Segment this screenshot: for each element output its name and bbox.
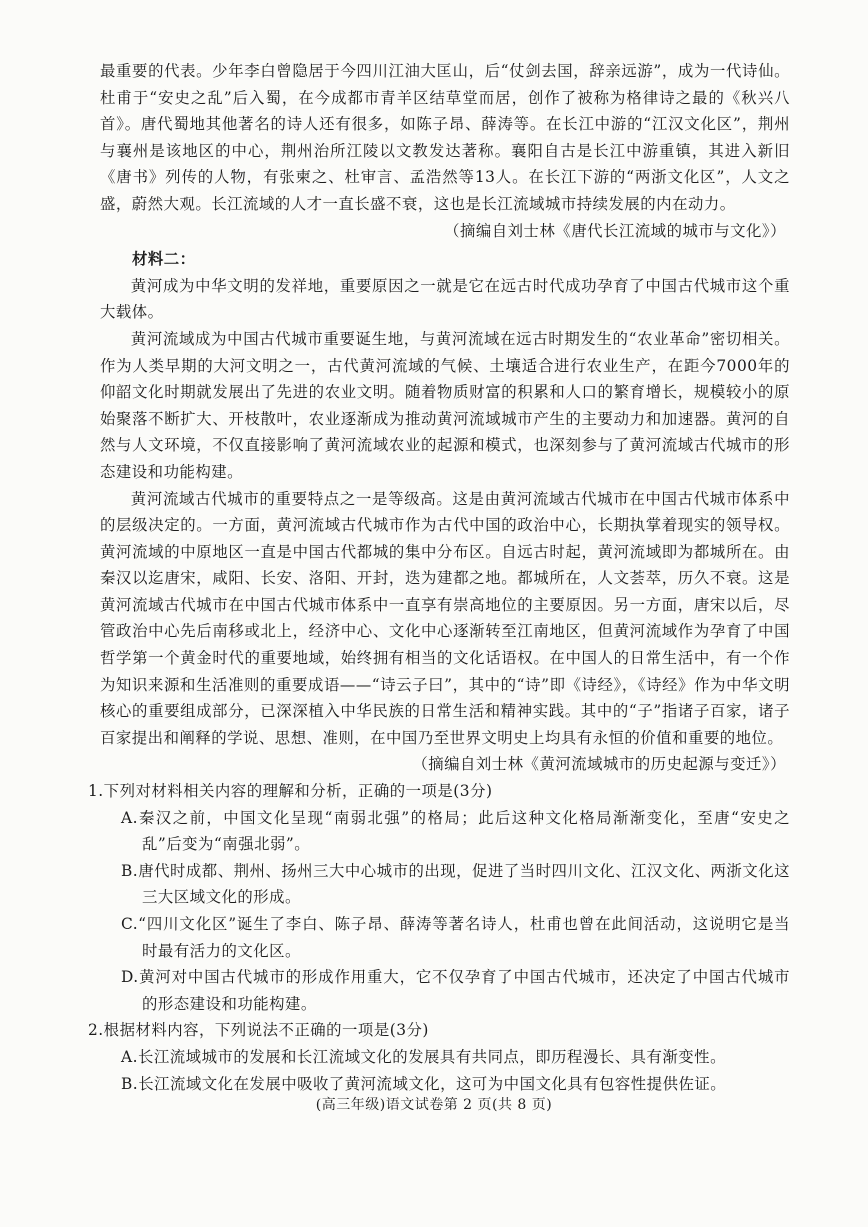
material-two-heading: 材料二：: [132, 250, 196, 269]
page-footer: (高三年级)语文试卷第 2 页(共 8 页): [315, 1097, 553, 1113]
material-two-paragraph-2: 黄河流域成为中国古代城市重要诞生地，与黄河流域在远古时期发生的“农业革命”密切相关。作为人类早期的大河文明之一，古代黄河流域的气候、土壤适合进行农业生产，在距今7000年的仰韶文化时期就发展出了先进的农业文明。随着物质财富的积累和人口的繁育增长，规模较小的原始聚落不断扩大、开枝散叶，农业逐渐成为推动黄河流域城市产生的主要动力和加速器。黄河的自然与人文环境，不仅直接影响了黄河流域农业的起源和模式，也深刻参与了黄河流域古代城市的形态建设和功能构建。: [100, 329, 790, 481]
question-1-option-a: A.秦汉之前，中国文化呈现“南弱北强”的格局；此后这种文化格局渐渐变化，至唐“安史之乱”后变为“南强北弱”。: [121, 808, 790, 854]
source-citation-two: （摘编自刘士林《黄河流域城市的历史起源与变迁》）: [412, 755, 786, 774]
question-1-stem: 1.下列对材料相关内容的理解和分析，正确的一项是(3分): [88, 782, 493, 801]
question-2-stem: 2.根据材料内容，下列说法不正确的一项是(3分): [88, 1021, 429, 1040]
question-1-option-b: B.唐代时成都、荆州、扬州三大中心城市的出现，促进了当时四川文化、江汉文化、两浙文化这三大区域文化的形成。: [121, 861, 790, 907]
passage-one-tail: 最重要的代表。少年李白曾隐居于今四川江油大匡山，后“仗剑去国，辞亲远游”，成为一代诗仙。杜甫于“安史之乱”后入蜀，在今成都市青羊区结草堂而居，创作了被称为格律诗之最的《秋兴八首》。唐代蜀地其他著名的诗人还有很多，如陈子昂、薛涛等。在长江中游的“江汉文化区”，荆州与襄州是该地区的中心，荆州治所江陵以文教发达著称。襄阳自古是长江中游重镇，其进入新旧《唐书》列传的人物，有张柬之、杜审言、孟浩然等13人。在长江下游的“两浙文化区”，人文之盛，蔚然大观。长江流域的人才一直长盛不衰，这也是长江流域城市持续发展的内在动力。: [100, 62, 790, 213]
question-2: [88, 1017, 790, 1097]
question-2-option-a: A.长江流域城市的发展和长江流域文化的发展具有共同点，即历程漫长、具有渐变性。: [121, 1047, 726, 1066]
source-citation-one: （摘编自刘士林《唐代长江流域的城市与文化》）: [444, 221, 786, 240]
material-two-paragraph-3: 黄河流域古代城市的重要特点之一是等级高。这是由黄河流域古代城市在中国古代城市体系中的层级决定的。一方面，黄河流域古代城市作为古代中国的政治中心，长期执掌着现实的领导权。黄河流域的中原地区一直是中国古代都城的集中分布区。自远古时起，黄河流域即为都城所在。由秦汉以迄唐宋，咸阳、长安、洛阳、开封，迭为建都之地。都城所在，人文荟萃，历久不衰。这是黄河流域古代城市在中国古代城市体系中一直享有崇高地位的主要原因。另一方面，唐宋以后，尽管政治中心先后南移或北上，经济中心、文化中心逐渐转至江南地区，但黄河流域作为孕育了中国哲学第一个黄金时代的重要地域，始终拥有相当的文化话语权。在中国人的日常生活中，有一个作为知识来源和生活准则的重要成语——“诗云子曰”，其中的“诗”即《诗经》，《诗经》作为中华文明核心的重要组成部分，已深深植入中华民族的日常生活和精神实践。其中的“子”指诸子百家，诸子百家提出和阐释的学说、思想、准则，在中国乃至世界文明史上均具有永恒的价值和重要的地位。: [100, 489, 790, 747]
question-1-option-d: D.黄河对中国古代城市的形成作用重大，它不仅孕育了中国古代城市，还决定了中国古代城市的形态建设和功能构建。: [121, 968, 790, 1013]
question-2-option-b: B.长江流域文化在发展中吸收了黄河流域文化，这可为中国文化具有包容性提供佐证。: [121, 1074, 727, 1093]
question-1: [88, 778, 790, 1017]
question-1-option-c: C.“四川文化区”诞生了李白、陈子昂、薛涛等著名诗人，杜甫也曾在此间活动，这说明它是当时最有活力的文化区。: [121, 915, 790, 960]
material-two-paragraph-1: 黄河成为中华文明的发祥地，重要原因之一就是它在远古时代成功孕育了中国古代城市这个重大载体。: [100, 276, 790, 322]
